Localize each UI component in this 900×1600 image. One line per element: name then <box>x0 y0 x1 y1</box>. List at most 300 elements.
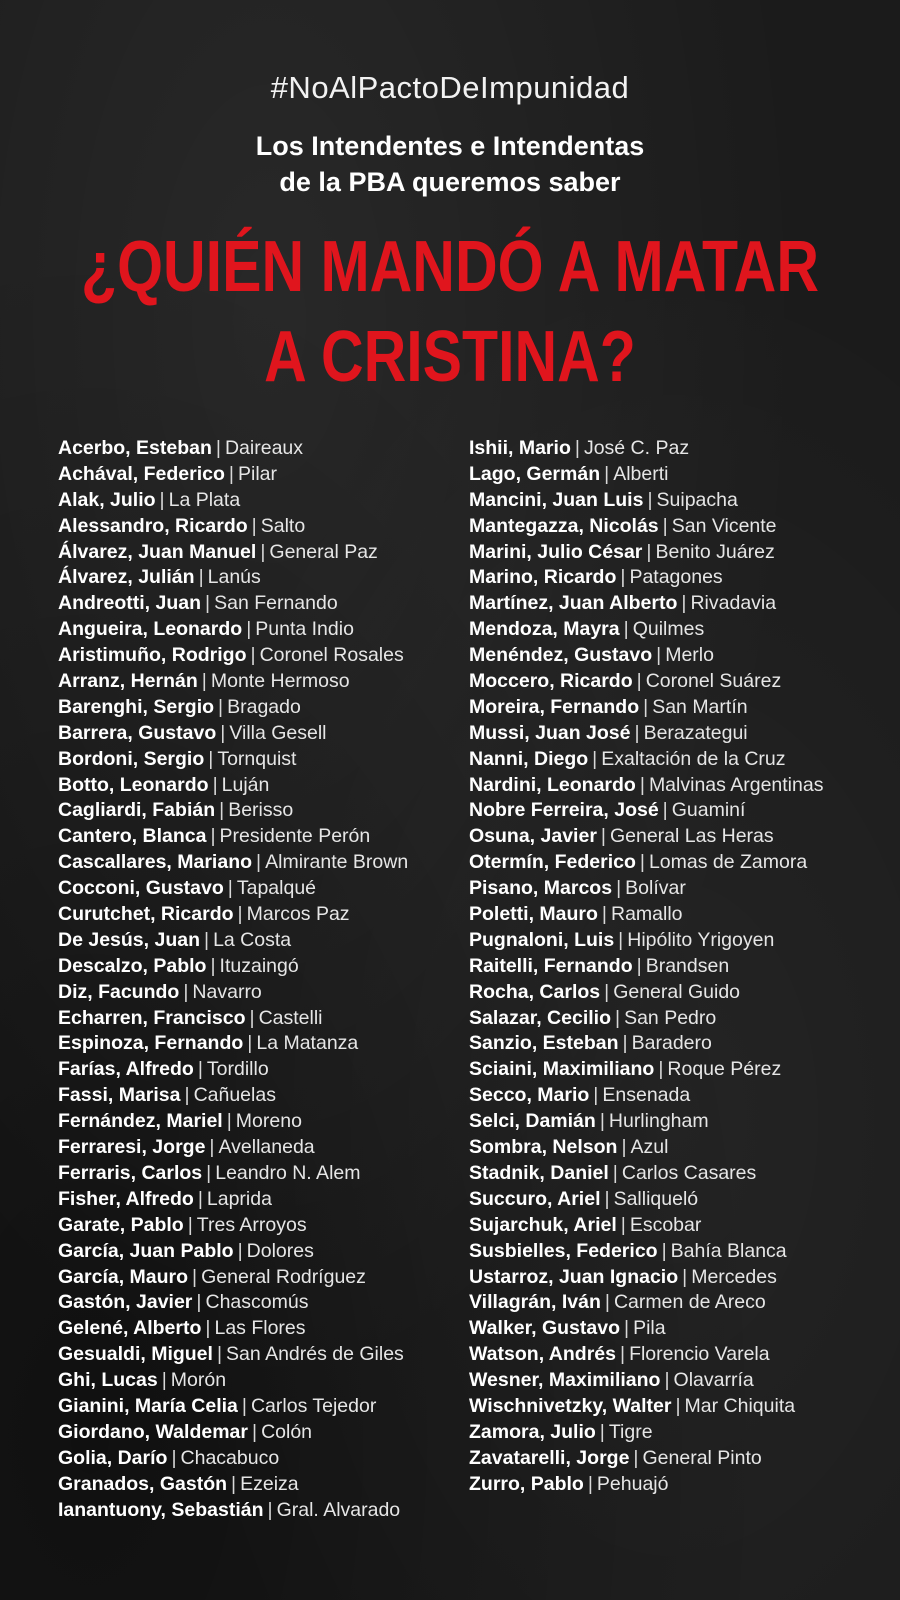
mayor-row <box>469 1006 894 1032</box>
municipality-name: Berazategui <box>643 721 748 744</box>
mayor-name: Zurro, Pablo <box>469 1472 584 1495</box>
mayor-row <box>469 669 894 695</box>
municipality-name: Cañuelas <box>193 1084 276 1107</box>
mayor-name: Angueira, Leonardo <box>58 618 243 641</box>
separator: | <box>208 747 214 770</box>
separator: | <box>623 618 629 641</box>
mayor-row <box>469 462 894 488</box>
mayor-name: Raitelli, Fernando <box>469 954 633 977</box>
mayor-row <box>469 488 894 514</box>
mayor-row <box>58 1472 458 1498</box>
mayor-row <box>469 1446 894 1472</box>
municipality-name: General Paz <box>269 540 378 563</box>
mayor-row <box>469 1420 894 1446</box>
mayor-name: Álvarez, Julián <box>58 566 195 589</box>
separator: | <box>201 670 207 693</box>
separator: | <box>187 1213 193 1236</box>
mayor-name: Rocha, Carlos <box>469 980 601 1003</box>
separator: | <box>246 618 252 641</box>
mayor-name: Ferraresi, Jorge <box>58 1136 206 1159</box>
headline-line-1: ¿QUIÉN MANDÓ A MATAR <box>81 227 819 307</box>
municipality-name: Ramallo <box>611 903 683 926</box>
separator: | <box>210 954 216 977</box>
mayor-name: Golia, Darío <box>58 1446 168 1469</box>
municipality-name: Tres Arroyos <box>196 1213 307 1236</box>
mayor-name: Wischnivetzky, Walter <box>469 1394 672 1417</box>
mayor-name: Ustarroz, Juan Ignacio <box>469 1265 679 1288</box>
mayor-row <box>58 1213 458 1239</box>
municipality-name: Mar Chiquita <box>684 1394 796 1417</box>
municipality-name: General Las Heras <box>609 825 774 848</box>
separator: | <box>618 928 624 951</box>
mayor-row <box>469 773 894 799</box>
mayor-name: Martínez, Juan Alberto <box>469 592 678 615</box>
mayor-row <box>58 902 458 928</box>
municipality-name: La Plata <box>168 488 241 511</box>
separator: | <box>615 1006 621 1029</box>
municipality-name: Luján <box>221 773 270 796</box>
municipality-name: Baradero <box>631 1032 712 1055</box>
separator: | <box>227 877 233 900</box>
separator: | <box>634 721 640 744</box>
separator: | <box>664 1369 670 1392</box>
mayor-row <box>469 591 894 617</box>
mayor-name: Mussi, Juan José <box>469 721 631 744</box>
separator: | <box>205 1317 211 1340</box>
mayors-list-left <box>58 436 458 1523</box>
municipality-name: La Costa <box>213 928 292 951</box>
municipality-name: Ensenada <box>602 1084 691 1107</box>
mayor-name: Cocconi, Gustavo <box>58 877 224 900</box>
municipality-name: Mercedes <box>691 1265 777 1288</box>
mayor-row <box>58 1031 458 1057</box>
mayor-row <box>469 643 894 669</box>
mayor-row <box>469 1031 894 1057</box>
mayor-name: Mancini, Juan Luis <box>469 488 644 511</box>
mayor-row <box>469 1187 894 1213</box>
separator: | <box>212 773 218 796</box>
municipality-name: Monte Hermoso <box>210 670 350 693</box>
mayor-row <box>58 1290 458 1316</box>
mayor-row <box>58 1420 458 1446</box>
mayor-name: Arranz, Hernán <box>58 670 198 693</box>
mayor-name: Sujarchuk, Ariel <box>469 1213 617 1236</box>
separator: | <box>662 799 668 822</box>
mayor-name: Osuna, Javier <box>469 825 597 848</box>
municipality-name: Coronel Rosales <box>259 644 404 667</box>
mayor-name: Mantegazza, Nicolás <box>469 514 659 537</box>
mayor-row <box>469 850 894 876</box>
municipality-name: Azul <box>630 1136 669 1159</box>
mayor-row <box>469 1472 894 1498</box>
mayor-row <box>469 1290 894 1316</box>
municipality-name: Hurlingham <box>608 1110 709 1133</box>
headline <box>81 222 819 402</box>
municipality-name: San Fernando <box>214 592 338 615</box>
separator: | <box>161 1369 167 1392</box>
municipality-name: Castelli <box>258 1006 323 1029</box>
separator: | <box>196 1291 202 1314</box>
separator: | <box>209 1136 215 1159</box>
mayor-name: Echarren, Francisco <box>58 1006 246 1029</box>
mayor-row <box>58 1109 458 1135</box>
mayor-row <box>469 954 894 980</box>
municipality-name: Florencio Varela <box>629 1343 770 1366</box>
mayor-name: Zavatarelli, Jorge <box>469 1446 630 1469</box>
municipality-name: Alberti <box>613 462 669 485</box>
mayor-name: Aristimuño, Rodrigo <box>58 644 247 667</box>
mayor-name: Lago, Germán <box>469 462 601 485</box>
mayor-row <box>58 1394 458 1420</box>
separator: | <box>203 928 210 951</box>
mayor-row <box>58 488 458 514</box>
separator: | <box>622 1032 628 1055</box>
mayor-row <box>469 1342 894 1368</box>
municipality-name: Lomas de Zamora <box>648 851 808 874</box>
municipality-name: Escobar <box>629 1213 702 1236</box>
separator: | <box>620 1213 626 1236</box>
mayor-row <box>58 876 458 902</box>
separator: | <box>220 721 226 744</box>
mayor-row <box>58 1006 458 1032</box>
separator: | <box>231 1472 237 1495</box>
separator: | <box>241 1394 247 1417</box>
separator: | <box>183 980 189 1003</box>
mayor-row <box>469 980 894 1006</box>
separator: | <box>226 1110 232 1133</box>
mayor-row <box>58 824 458 850</box>
separator: | <box>192 1265 198 1288</box>
mayor-row <box>58 1265 458 1291</box>
municipality-name: Olavarría <box>673 1369 754 1392</box>
separator: | <box>206 1161 212 1184</box>
separator: | <box>599 1420 605 1443</box>
mayor-name: Cagliardi, Fabián <box>58 799 216 822</box>
separator: | <box>219 799 225 822</box>
mayor-row <box>58 1446 458 1472</box>
municipality-name: Tigre <box>608 1420 653 1443</box>
mayor-name: Bordoni, Sergio <box>58 747 205 770</box>
separator: | <box>647 488 653 511</box>
municipality-name: Lanús <box>207 566 261 589</box>
separator: | <box>210 825 216 848</box>
mayor-name: Wesner, Maximiliano <box>469 1369 661 1392</box>
separator: | <box>639 773 645 796</box>
mayor-name: Selci, Damián <box>469 1110 596 1133</box>
separator: | <box>250 644 256 667</box>
mayor-row <box>58 1342 458 1368</box>
mayor-name: Fernández, Mariel <box>58 1110 223 1133</box>
separator: | <box>619 1343 626 1366</box>
mayor-row <box>469 902 894 928</box>
municipality-name: Hipólito Yrigoyen <box>627 928 775 951</box>
mayor-name: Sanzio, Esteban <box>469 1032 619 1055</box>
mayor-name: Sombra, Nelson <box>469 1136 618 1159</box>
separator: | <box>218 695 224 718</box>
separator: | <box>662 514 668 537</box>
separator: | <box>237 903 243 926</box>
municipality-name: San Pedro <box>624 1006 717 1029</box>
separator: | <box>247 1032 253 1055</box>
separator: | <box>197 1187 203 1210</box>
mayor-name: Alessandro, Ricardo <box>58 514 248 537</box>
mayor-name: Salazar, Cecilio <box>469 1006 611 1029</box>
mayor-row <box>58 1135 458 1161</box>
mayor-name: Ferraris, Carlos <box>58 1161 203 1184</box>
mayor-row <box>58 695 458 721</box>
mayor-row <box>469 1394 894 1420</box>
mayor-row <box>58 980 458 1006</box>
municipality-name: Rivadavia <box>690 592 777 615</box>
mayor-row <box>58 1368 458 1394</box>
municipality-name: Navarro <box>192 980 262 1003</box>
mayor-name: Villagrán, Iván <box>469 1291 601 1314</box>
mayor-row <box>58 643 458 669</box>
municipality-name: Pilar <box>237 462 277 485</box>
municipality-name: Marcos Paz <box>246 903 350 926</box>
mayor-name: Otermín, Federico <box>469 851 636 874</box>
mayor-name: Mendoza, Mayra <box>469 618 620 641</box>
municipality-name: Tapalqué <box>236 877 317 900</box>
mayor-name: Ishii, Mario <box>469 437 571 459</box>
mayor-row <box>58 1161 458 1187</box>
separator: | <box>251 514 257 537</box>
municipality-name: Carlos Casares <box>621 1161 757 1184</box>
separator: | <box>675 1394 681 1417</box>
mayor-row <box>58 1187 458 1213</box>
municipality-name: Benito Juárez <box>655 540 775 563</box>
municipality-name: Merlo <box>665 644 714 667</box>
municipality-name: General Guido <box>613 980 741 1003</box>
mayor-row <box>58 721 458 747</box>
separator: | <box>574 437 580 459</box>
separator: | <box>633 1446 639 1469</box>
separator: | <box>616 877 622 900</box>
mayor-name: Gelené, Alberto <box>58 1317 202 1340</box>
mayor-name: Fisher, Alfredo <box>58 1187 194 1210</box>
mayor-name: Poletti, Mauro <box>469 903 598 926</box>
mayor-name: Moccero, Ricardo <box>469 670 633 693</box>
municipality-name: Chacabuco <box>180 1446 280 1469</box>
separator: | <box>260 540 266 563</box>
mayor-name: Barenghi, Sergio <box>58 695 215 718</box>
mayor-row <box>469 1265 894 1291</box>
separator: | <box>620 566 626 589</box>
municipality-name: Quilmes <box>632 618 705 641</box>
mayor-row <box>58 436 458 462</box>
mayor-row <box>469 1083 894 1109</box>
mayor-name: Andreotti, Juan <box>58 592 202 615</box>
separator: | <box>636 670 642 693</box>
mayor-row <box>58 747 458 773</box>
mayor-row <box>469 1368 894 1394</box>
separator: | <box>237 1239 243 1262</box>
municipality-name: Almirante Brown <box>265 851 409 874</box>
municipality-name: Carlos Tejedor <box>250 1394 377 1417</box>
municipality-name: Ezeiza <box>240 1472 299 1495</box>
mayor-name: Fassi, Marisa <box>58 1084 181 1107</box>
mayor-name: Stadnik, Daniel <box>469 1161 609 1184</box>
mayor-name: Susbielles, Federico <box>469 1239 658 1262</box>
mayor-name: Marino, Ricardo <box>469 566 617 589</box>
separator: | <box>646 540 652 563</box>
mayor-row <box>469 824 894 850</box>
municipality-name: Avellaneda <box>218 1136 315 1159</box>
mayor-row <box>58 669 458 695</box>
separator: | <box>604 462 610 485</box>
municipality-name: Coronel Suárez <box>645 670 782 693</box>
separator: | <box>159 488 165 511</box>
mayor-row <box>58 565 458 591</box>
separator: | <box>661 1239 667 1262</box>
mayor-name: García, Juan Pablo <box>58 1239 234 1262</box>
municipality-name: Berisso <box>228 799 294 822</box>
mayor-row <box>58 850 458 876</box>
mayor-name: Farías, Alfredo <box>58 1058 194 1081</box>
mayor-name: De Jesús, Juan <box>58 928 200 951</box>
mayor-row <box>58 1057 458 1083</box>
municipality-name: San Andrés de Giles <box>226 1343 404 1366</box>
municipality-name: Pila <box>633 1317 666 1340</box>
hashtag: #NoAlPactoDeImpunidad <box>270 70 630 105</box>
municipality-name: Leandro N. Alem <box>215 1161 361 1184</box>
mayor-row <box>469 747 894 773</box>
municipality-name: Bahía Blanca <box>670 1239 787 1262</box>
mayor-row <box>58 928 458 954</box>
mayor-name: Ianantuony, Sebastián <box>58 1498 264 1521</box>
mayor-name: Walker, Gustavo <box>469 1317 621 1340</box>
municipality-name: Presidente Perón <box>219 825 371 848</box>
mayor-row <box>58 773 458 799</box>
mayor-row <box>469 540 894 566</box>
separator: | <box>215 437 221 459</box>
municipality-name: La Matanza <box>256 1032 359 1055</box>
mayor-row <box>469 1135 894 1161</box>
separator: | <box>593 1084 599 1107</box>
municipality-name: Laprida <box>206 1187 272 1210</box>
mayor-row <box>58 1083 458 1109</box>
mayor-row <box>58 1498 458 1524</box>
mayor-name: Nanni, Diego <box>469 747 589 770</box>
mayor-row <box>469 1109 894 1135</box>
mayor-row <box>469 798 894 824</box>
mayor-name: Alak, Julio <box>58 488 156 511</box>
mayor-name: García, Mauro <box>58 1265 189 1288</box>
municipality-name: San Martín <box>652 695 748 718</box>
mayor-name: Nardini, Leonardo <box>469 773 636 796</box>
separator: | <box>643 695 649 718</box>
municipality-name: Bragado <box>227 695 301 718</box>
separator: | <box>621 1136 627 1159</box>
separator: | <box>600 825 606 848</box>
municipality-name: Gral. Alvarado <box>276 1498 401 1521</box>
municipality-name: Ituzaingó <box>219 954 299 977</box>
municipality-name: José C. Paz <box>583 437 690 459</box>
mayor-name: Zamora, Julio <box>469 1420 596 1443</box>
subtitle <box>0 128 900 200</box>
separator: | <box>624 1317 630 1340</box>
municipality-name: Daireaux <box>224 437 304 459</box>
mayor-row <box>58 591 458 617</box>
municipality-name: Morón <box>170 1369 227 1392</box>
mayor-row <box>58 1239 458 1265</box>
mayor-name: Diz, Facundo <box>58 980 180 1003</box>
municipality-name: Malvinas Argentinas <box>648 773 824 796</box>
separator: | <box>251 1420 258 1443</box>
separator: | <box>612 1161 618 1184</box>
mayor-name: Curutchet, Ricardo <box>58 903 234 926</box>
mayor-row <box>469 1213 894 1239</box>
separator: | <box>205 592 211 615</box>
municipality-name: Tordillo <box>206 1058 269 1081</box>
mayor-row <box>58 1316 458 1342</box>
separator: | <box>587 1472 593 1495</box>
municipality-name: Villa Gesell <box>229 721 327 744</box>
municipality-name: Salto <box>260 514 306 537</box>
municipality-name: Dolores <box>246 1239 314 1262</box>
separator: | <box>592 747 598 770</box>
municipality-name: General Rodríguez <box>201 1265 366 1288</box>
separator: | <box>256 851 262 874</box>
mayor-name: Granados, Gastón <box>58 1472 228 1495</box>
mayor-name: Menéndez, Gustavo <box>469 644 653 667</box>
separator: | <box>216 1343 223 1366</box>
separator: | <box>604 980 610 1003</box>
mayor-name: Garate, Pablo <box>58 1213 184 1236</box>
municipality-name: Exaltación de la Cruz <box>601 747 786 770</box>
mayors-list-right <box>469 436 894 1498</box>
mayor-row <box>58 798 458 824</box>
mayor-name: Cascallares, Mariano <box>58 851 253 874</box>
municipality-name: Salliqueló <box>613 1187 699 1210</box>
municipality-name: Punta Indio <box>255 618 354 641</box>
mayor-row <box>469 436 894 462</box>
mayor-name: Achával, Federico <box>58 462 225 485</box>
separator: | <box>656 644 662 667</box>
separator: | <box>636 954 642 977</box>
mayor-row <box>469 1239 894 1265</box>
mayor-name: Pugnaloni, Luis <box>469 928 615 951</box>
separator: | <box>601 903 607 926</box>
separator: | <box>681 592 687 615</box>
mayor-name: Marini, Julio César <box>469 540 643 563</box>
mayor-name: Gastón, Javier <box>58 1291 193 1314</box>
headline-line-2: A CRISTINA? <box>264 317 636 397</box>
municipality-name: Colón <box>261 1420 313 1443</box>
mayor-row <box>58 617 458 643</box>
mayor-name: Gianini, María Celia <box>58 1394 238 1417</box>
mayor-row <box>469 1161 894 1187</box>
municipality-name: Carmen de Areco <box>613 1291 766 1314</box>
mayor-row <box>469 514 894 540</box>
separator: | <box>171 1446 177 1469</box>
mayor-name: Secco, Mario <box>469 1084 590 1107</box>
mayor-name: Nobre Ferreira, José <box>469 799 659 822</box>
mayor-name: Watson, Andrés <box>469 1343 616 1366</box>
municipality-name: Guaminí <box>671 799 746 822</box>
separator: | <box>197 1058 203 1081</box>
separator: | <box>604 1291 610 1314</box>
mayor-row <box>469 876 894 902</box>
mayor-row <box>58 462 458 488</box>
municipality-name: Pehuajó <box>596 1472 669 1495</box>
separator: | <box>198 566 204 589</box>
mayor-name: Descalzo, Pablo <box>58 954 207 977</box>
separator: | <box>267 1498 273 1521</box>
mayor-row <box>469 1057 894 1083</box>
municipality-name: Tornquist <box>217 747 297 770</box>
separator: | <box>184 1084 190 1107</box>
